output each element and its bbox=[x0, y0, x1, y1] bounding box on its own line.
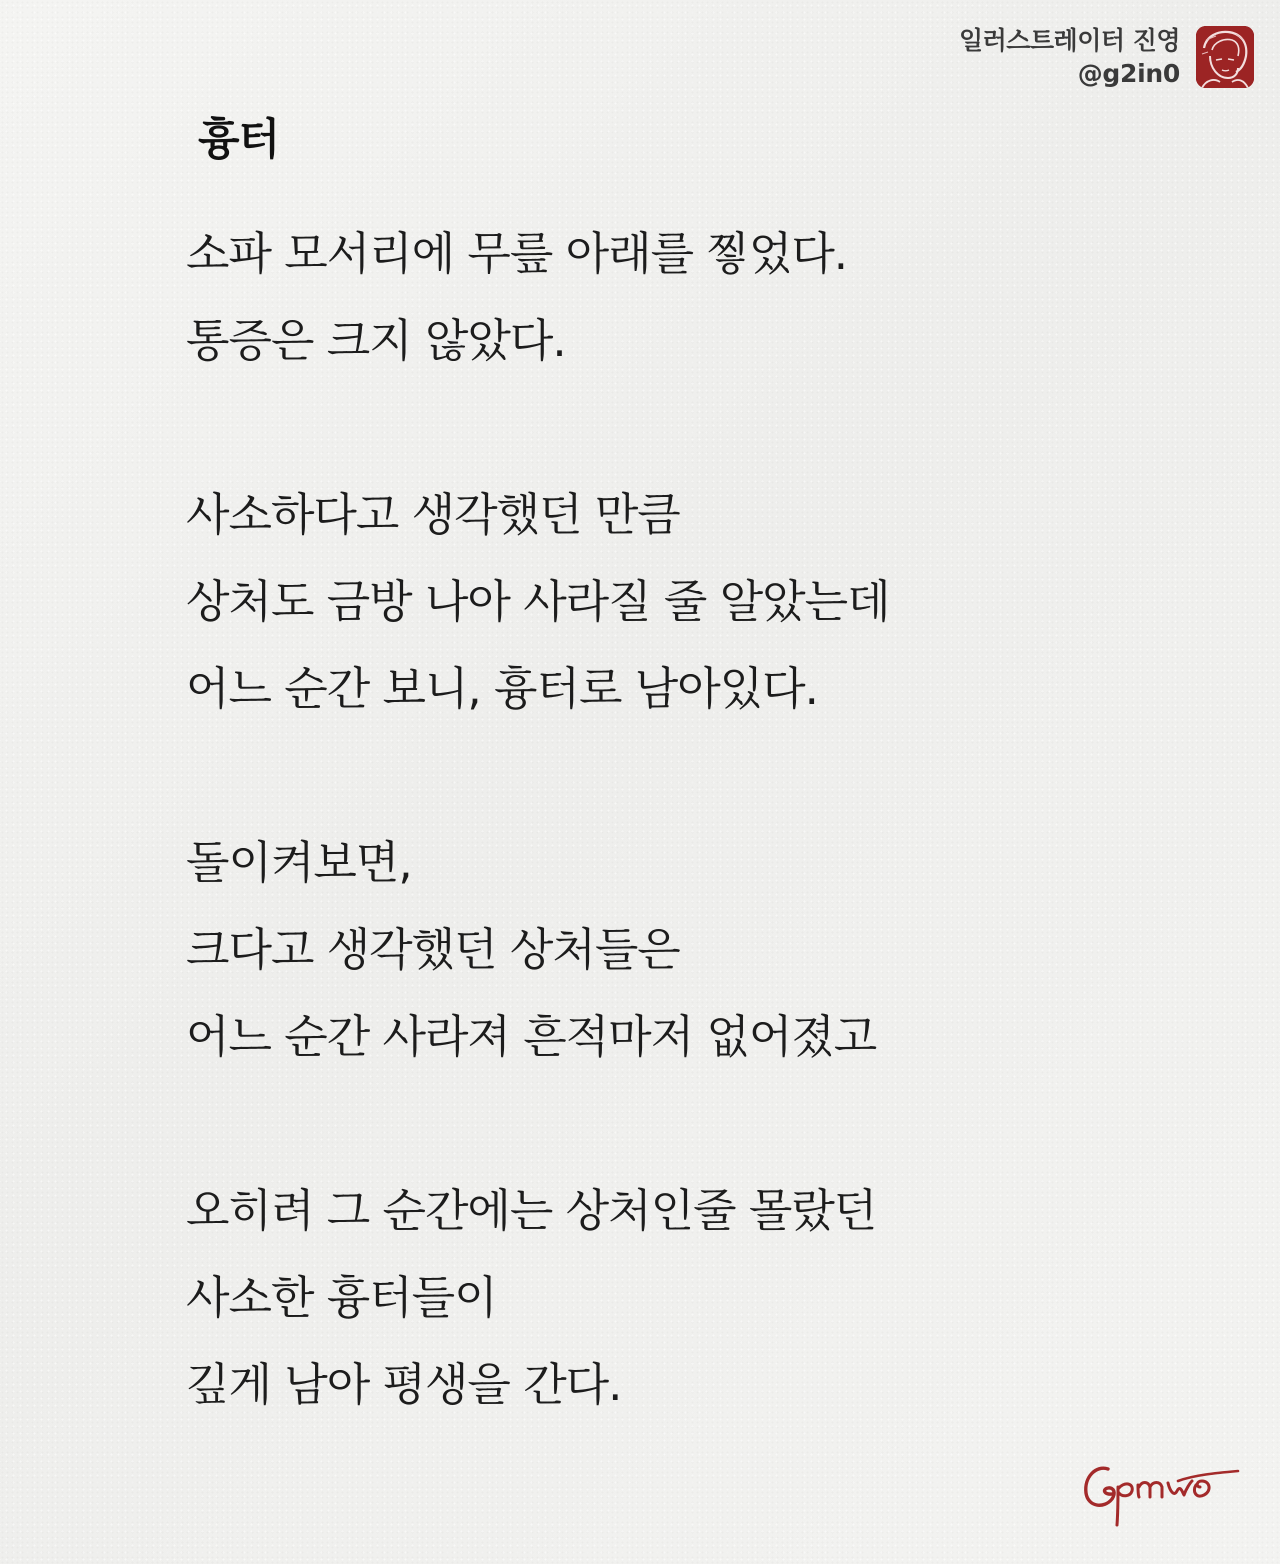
stanza-4 bbox=[186, 1167, 1086, 1428]
handwritten-signature bbox=[1078, 1455, 1243, 1535]
stanza-gap bbox=[186, 732, 1086, 819]
stanza-gap bbox=[186, 1080, 1086, 1167]
author-credit bbox=[959, 24, 1180, 90]
poem-line: 통증은 크지 않았다. bbox=[186, 314, 566, 367]
poem-line: 어느 순간 보니, 흉터로 남아있다. bbox=[186, 662, 818, 715]
author-name: 일러스트레이터 진영 bbox=[958, 26, 1180, 55]
signature-drawing bbox=[1078, 1455, 1243, 1535]
author-handle: @g2in0 bbox=[1077, 59, 1180, 88]
poem-line: 오히려 그 순간에는 상처인줄 몰랐던 bbox=[186, 1184, 877, 1237]
avatar-drawing bbox=[1196, 26, 1254, 88]
avatar-portrait-icon bbox=[1196, 26, 1254, 88]
poem-body bbox=[186, 210, 1086, 1428]
stanza-gap bbox=[186, 384, 1086, 471]
poem-line: 소파 모서리에 무릎 아래를 찧었다. bbox=[186, 227, 848, 280]
stanza-3 bbox=[186, 819, 1086, 1080]
poem-line: 사소하다고 생각했던 만큼 bbox=[186, 488, 680, 541]
poem-line: 돌이켜보면, bbox=[186, 836, 412, 889]
stanza-1 bbox=[186, 210, 1086, 384]
poem-line: 깊게 남아 평생을 간다. bbox=[186, 1358, 622, 1411]
poem-line: 상처도 금방 나아 사라질 줄 알았는데 bbox=[186, 575, 890, 628]
poem-line: 크다고 생각했던 상처들은 bbox=[186, 923, 680, 976]
stanza-2 bbox=[186, 471, 1086, 732]
poem-line: 어느 순간 사라져 흔적마저 없어졌고 bbox=[186, 1010, 877, 1063]
poem-line: 사소한 흉터들이 bbox=[186, 1271, 497, 1324]
poem-title: 흉터 bbox=[198, 115, 280, 165]
